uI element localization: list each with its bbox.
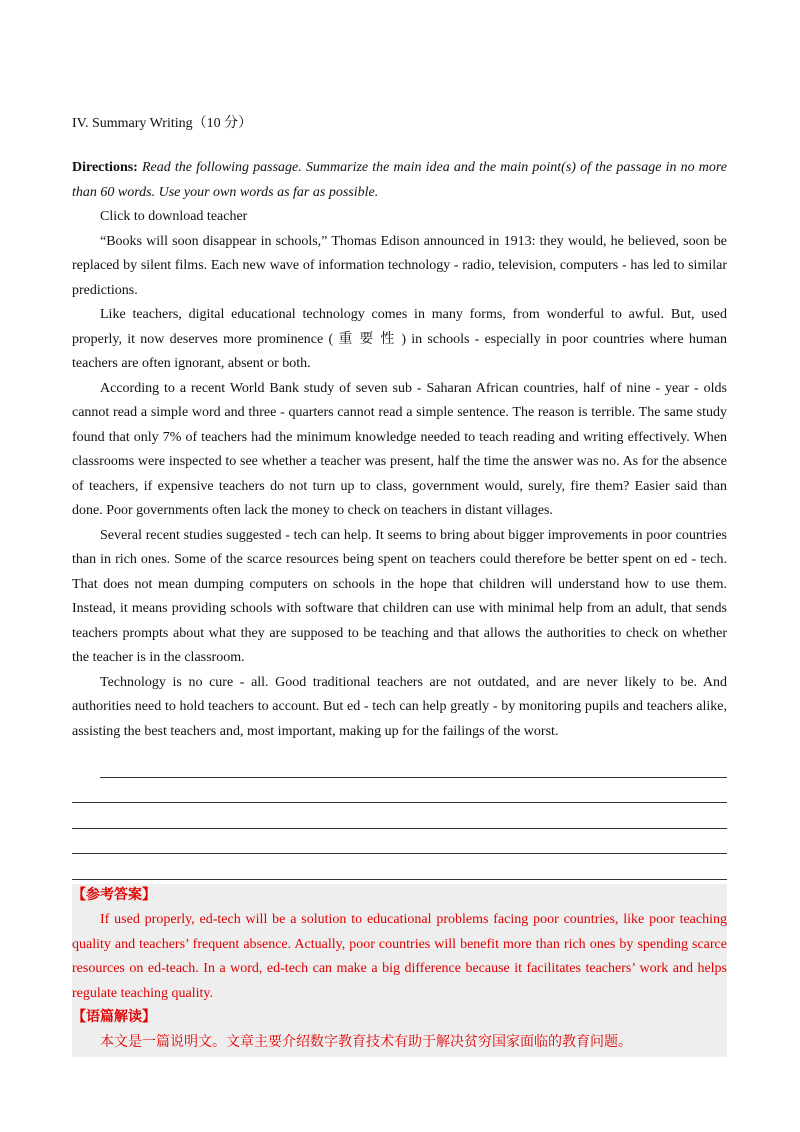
directions xyxy=(72,156,727,205)
document-page xyxy=(72,112,727,1057)
passage-paragraph: According to a recent World Bank study of seven sub - Saharan African countries, half of nine - year - olds cannot read a simple word and three - quarters cannot read a simple sentence. The reason is terrible. The same study found that only 7% of teachers had the minimum knowledge needed to teach reading and writing effectively. When classrooms were inspected to see whether a teacher was present, half the time the answer was no. As for the absence of teachers, if expensive teachers do not turn up to class, government would, surely, fire them? Easier said than done. Poor governments often lack the money to check on teachers in distant villages. xyxy=(72,380,727,518)
passage-analysis-heading: 【语篇解读】 xyxy=(72,1010,156,1025)
download-link[interactable]: Click to download teacher xyxy=(100,209,248,224)
passage-paragraph: “Books will soon disappear in schools,” Thomas Edison announced in 1913: they would, he believed, soon be replaced by silent films. Each new wave of information technology - radio, television, computers - has led to similar predictions. xyxy=(72,233,727,298)
reference-answer-heading: 【参考答案】 xyxy=(72,887,156,903)
writing-line[interactable] xyxy=(72,829,727,855)
passage-paragraph: Like teachers, digital educational technology comes in many forms, from wonderful to awful. But, used properly, it now deserves more prominence ( 重 要 性 ) in schools - especially in poor countries where human teachers are often ignorant, absent or both. xyxy=(72,307,727,371)
writing-line[interactable] xyxy=(72,778,727,804)
answer-box xyxy=(72,884,727,1058)
passage-analysis-text: 本文是一篇说明文。文章主要介绍数字教育技术有助于解决贫穷国家面临的教育问题。 xyxy=(100,1034,632,1050)
passage-paragraph: Technology is no cure - all. Good traditional teachers are not outdated, and are never likely to be. And authorities need to hold teachers to account. But ed - tech can help greatly - by monitoring pupils and teachers alike, assisting the best teachers and, most important, making up for the failings of the worst. xyxy=(72,674,727,739)
writing-line[interactable] xyxy=(72,803,727,829)
directions-label: Directions: xyxy=(72,160,138,175)
directions-text: Read the following passage. Summarize the main idea and the main point(s) of the passage in no more than 60 words. Use your own words as far as possible. xyxy=(72,160,727,200)
reference-answer-text: If used properly, ed-tech will be a solution to educational problems facing poor countries, like poor teaching quality and teachers’ frequent absence. Actually, poor countries will benefit more than rich ones by spending scarce resources on ed-teach. In a word, ed-tech can make a big difference because it facilitates teachers’ work and helps regulate teaching quality. xyxy=(72,912,727,1001)
writing-line[interactable] xyxy=(72,854,727,880)
answer-writing-lines[interactable] xyxy=(72,752,727,880)
writing-line[interactable] xyxy=(100,752,727,778)
passage-paragraph: Several recent studies suggested - tech can help. It seems to bring about bigger improvements in poor countries than in rich ones. Some of the scarce resources being spent on teachers could therefore be better spent on ed - tech. That does not mean dumping computers on schools in the hope that children will understand how to use them. Instead, it means providing schools with software that children can use with minimal help from an adult, that sends teachers prompts about what they are supposed to be teaching and that allows the authorities to check on whether the teacher is in the classroom. xyxy=(72,527,727,665)
section-title: IV. Summary Writing（10 分） xyxy=(72,116,253,131)
